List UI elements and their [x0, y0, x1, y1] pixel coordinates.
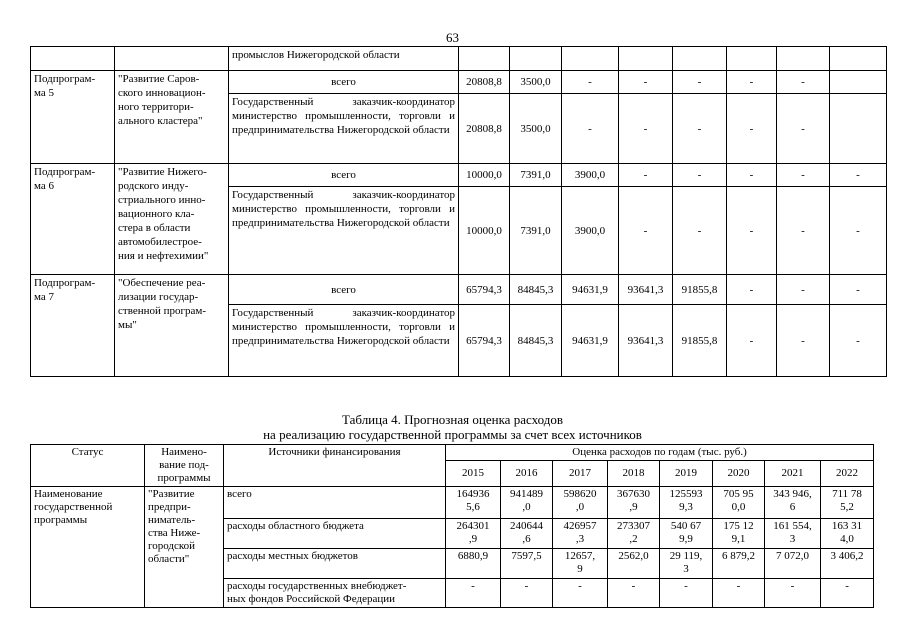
value-cell: -: [673, 94, 727, 164]
value-cell: -: [553, 579, 608, 608]
status-cell: Наименование государственной программы: [31, 487, 145, 608]
source-cell: всего: [224, 487, 446, 519]
value-cell: 273307 ,2: [608, 519, 660, 549]
value-cell: 94631,9: [562, 305, 619, 377]
value-cell: -: [727, 71, 777, 94]
value-cell: 3500,0: [510, 71, 562, 94]
value-cell: 10000,0: [459, 187, 510, 275]
header-name: Наимено- вание под- программы: [145, 445, 224, 487]
value-cell: -: [830, 164, 887, 187]
value-cell: 7597,5: [501, 549, 553, 579]
year-cell: 2017: [553, 461, 608, 487]
value-cell: 598620 ,0: [553, 487, 608, 519]
value-cell: -: [777, 305, 830, 377]
value-cell: -: [821, 579, 874, 608]
program-name-cell: "Развитие предпри- ниматель- ства Ниже- городской области": [145, 487, 224, 608]
value-cell: -: [619, 71, 673, 94]
value-cell: 84845,3: [510, 275, 562, 305]
value-cell: -: [562, 94, 619, 164]
year-cell: 2020: [713, 461, 765, 487]
page-number: 63: [446, 30, 459, 45]
value-cell: 941489 ,0: [501, 487, 553, 519]
value-cell: 3900,0: [562, 187, 619, 275]
program-expenses-table: [30, 444, 874, 608]
source-total-cell: всего: [229, 71, 459, 94]
year-cell: 2022: [821, 461, 874, 487]
header-status: Статус: [31, 445, 145, 487]
value-cell: -: [727, 305, 777, 377]
year-cell: 2021: [765, 461, 821, 487]
status-cell: Подпрограм- ма 6: [31, 164, 115, 275]
value-cell: -: [727, 275, 777, 305]
value-cell: 705 95 0,0: [713, 487, 765, 519]
value-cell: 2562,0: [608, 549, 660, 579]
value-cell: 12657, 9: [553, 549, 608, 579]
value-cell: 163 31 4,0: [821, 519, 874, 549]
value-cell: -: [608, 579, 660, 608]
value-cell: 3900,0: [562, 164, 619, 187]
table-caption-line1: Таблица 4. Прогнозная оценка расходов: [342, 412, 563, 427]
value-cell: -: [562, 71, 619, 94]
source-cell: расходы государственных внебюджет- ных фондов Российской Федерации: [224, 579, 446, 608]
year-cell: 2018: [608, 461, 660, 487]
value-cell: 3500,0: [510, 94, 562, 164]
subprogram-expenses-table: [30, 46, 887, 377]
value-cell: 20808,8: [459, 94, 510, 164]
value-cell: 7391,0: [510, 187, 562, 275]
value-cell: -: [830, 275, 887, 305]
source-customer-cell: Государственный заказчик-координатор министерство промышленности, торговли и предпринимательства Нижегородской области: [229, 305, 459, 377]
value-cell: -: [777, 164, 830, 187]
value-cell: -: [673, 71, 727, 94]
value-cell: 29 119, 3: [660, 549, 713, 579]
value-cell: 426957 ,3: [553, 519, 608, 549]
source-total-cell: всего: [229, 275, 459, 305]
value-cell: -: [713, 579, 765, 608]
value-cell: 540 67 9,9: [660, 519, 713, 549]
value-cell: -: [619, 94, 673, 164]
source-cell: расходы областного бюджета: [224, 519, 446, 549]
value-cell: 65794,3: [459, 275, 510, 305]
header-source: Источники финансирования: [224, 445, 446, 487]
table-row: [31, 71, 887, 94]
value-cell: 125593 9,3: [660, 487, 713, 519]
table-row: [31, 275, 887, 305]
status-cell: Подпрограм- ма 7: [31, 275, 115, 377]
subprogram-name-cell: "Развитие Саров- ского инновацион- ного территори- ального кластера": [115, 71, 229, 164]
value-cell: -: [727, 164, 777, 187]
source-customer-cell: Государственный заказчик-координатор министерство промышленности, торговли и предпринимательства Нижегородской области: [229, 94, 459, 164]
value-cell: 10000,0: [459, 164, 510, 187]
value-cell: 20808,8: [459, 71, 510, 94]
value-cell: -: [830, 187, 887, 275]
value-cell: 65794,3: [459, 305, 510, 377]
value-cell: -: [727, 187, 777, 275]
year-cell: 2015: [446, 461, 501, 487]
value-cell: 264301 ,9: [446, 519, 501, 549]
value-cell: -: [619, 187, 673, 275]
value-cell: -: [727, 94, 777, 164]
value-cell: 93641,3: [619, 275, 673, 305]
value-cell: 161 554, 3: [765, 519, 821, 549]
value-cell: -: [777, 94, 830, 164]
source-customer-cell: Государственный заказчик-координатор министерство промышленности, торговли и предпринимательства Нижегородской области: [229, 187, 459, 275]
table-row: [31, 164, 887, 187]
value-cell: 6880,9: [446, 549, 501, 579]
table-row: [31, 487, 874, 519]
value-cell: 93641,3: [619, 305, 673, 377]
table-row: [31, 47, 887, 71]
value-cell: -: [777, 275, 830, 305]
value-cell: 164936 5,6: [446, 487, 501, 519]
value-cell: -: [660, 579, 713, 608]
value-cell: -: [765, 579, 821, 608]
year-cell: 2019: [660, 461, 713, 487]
source-cell: промыслов Нижегородской области: [229, 47, 459, 71]
value-cell: 94631,9: [562, 275, 619, 305]
year-cell: 2016: [501, 461, 553, 487]
value-cell: -: [830, 305, 887, 377]
subprogram-name-cell: "Обеспечение реа- лизации государ- ственной програм- мы": [115, 275, 229, 377]
value-cell: 367630 ,9: [608, 487, 660, 519]
value-cell: 343 946, 6: [765, 487, 821, 519]
value-cell: [830, 71, 887, 94]
value-cell: -: [501, 579, 553, 608]
value-cell: -: [446, 579, 501, 608]
value-cell: 91855,8: [673, 275, 727, 305]
status-cell: Подпрограм- ма 5: [31, 71, 115, 164]
value-cell: 3 406,2: [821, 549, 874, 579]
value-cell: 175 12 9,1: [713, 519, 765, 549]
value-cell: [830, 94, 887, 164]
value-cell: -: [619, 164, 673, 187]
value-cell: -: [673, 164, 727, 187]
value-cell: -: [777, 187, 830, 275]
value-cell: 84845,3: [510, 305, 562, 377]
table-caption-line2: на реализацию государственной программы за счет всех источников: [263, 427, 642, 442]
value-cell: 711 78 5,2: [821, 487, 874, 519]
value-cell: -: [777, 71, 830, 94]
header-estimate: Оценка расходов по годам (тыс. руб.): [446, 445, 874, 461]
value-cell: 7 072,0: [765, 549, 821, 579]
value-cell: -: [673, 187, 727, 275]
source-cell: расходы местных бюджетов: [224, 549, 446, 579]
source-total-cell: всего: [229, 164, 459, 187]
value-cell: 91855,8: [673, 305, 727, 377]
value-cell: 7391,0: [510, 164, 562, 187]
value-cell: 6 879,2: [713, 549, 765, 579]
subprogram-name-cell: "Развитие Нижего- родского инду- стриального инно- вационного кла- стера в области автомобилестрое- ния и нефтехимии": [115, 164, 229, 275]
value-cell: 240644 ,6: [501, 519, 553, 549]
